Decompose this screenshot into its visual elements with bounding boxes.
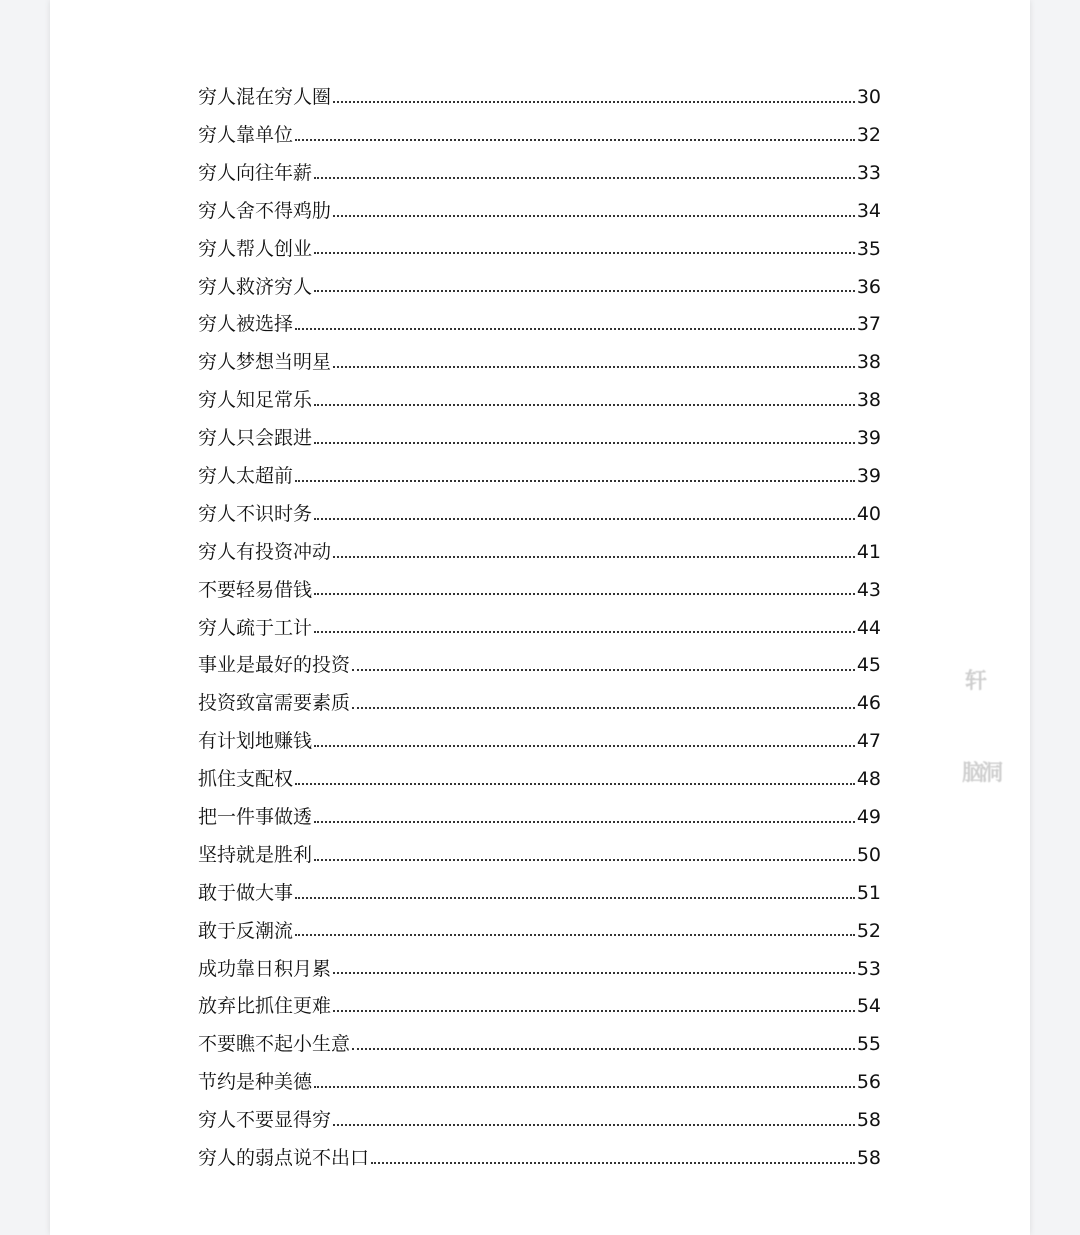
toc-entry[interactable] bbox=[198, 603, 881, 641]
toc-entry[interactable] bbox=[198, 111, 881, 149]
toc-entry[interactable] bbox=[198, 869, 881, 907]
toc-dot-leader bbox=[333, 215, 855, 217]
toc-dot-leader bbox=[314, 859, 855, 861]
toc-entry[interactable] bbox=[198, 982, 881, 1020]
toc-entry-page-number: 45 bbox=[856, 654, 881, 677]
toc-entry-title: 穷人不要显得穷 bbox=[198, 1109, 332, 1132]
toc-dot-leader bbox=[314, 177, 855, 179]
toc-entry-page-number: 43 bbox=[856, 578, 881, 601]
toc-dot-leader bbox=[314, 442, 855, 444]
toc-dot-leader bbox=[295, 783, 855, 785]
toc-entry-page-number: 54 bbox=[856, 995, 881, 1018]
toc-entry-page-number: 37 bbox=[856, 313, 881, 336]
toc-entry-page-number: 39 bbox=[856, 427, 881, 450]
toc-entry-page-number: 38 bbox=[856, 389, 881, 412]
toc-entry[interactable] bbox=[198, 414, 881, 452]
toc-entry[interactable] bbox=[198, 793, 881, 831]
toc-entry-page-number: 49 bbox=[856, 806, 881, 829]
toc-entry[interactable] bbox=[198, 1134, 881, 1172]
toc-entry[interactable] bbox=[198, 641, 881, 679]
toc-entry-title: 穷人的弱点说不出口 bbox=[198, 1147, 370, 1170]
toc-entry-page-number: 44 bbox=[856, 616, 881, 639]
toc-entry-page-number: 34 bbox=[856, 199, 881, 222]
toc-entry-title: 敢于反潮流 bbox=[198, 919, 294, 942]
toc-entry-title: 穷人被选择 bbox=[198, 313, 294, 336]
watermark-mark-top: 轩 bbox=[965, 669, 985, 694]
toc-dot-leader bbox=[352, 707, 855, 709]
toc-dot-leader bbox=[295, 934, 855, 936]
watermark-mark-bottom: 脑洞 bbox=[962, 761, 1001, 786]
toc-entry[interactable] bbox=[198, 376, 881, 414]
toc-entry-title: 穷人梦想当明星 bbox=[198, 351, 332, 374]
toc-entry-page-number: 38 bbox=[856, 351, 881, 374]
toc-entry[interactable] bbox=[198, 149, 881, 187]
toc-entry[interactable] bbox=[198, 679, 881, 717]
toc-entry-page-number: 39 bbox=[856, 465, 881, 487]
toc-entry[interactable] bbox=[198, 338, 881, 376]
toc-entry-page-number: 50 bbox=[856, 843, 881, 866]
toc-entry[interactable] bbox=[198, 1020, 881, 1058]
toc-dot-leader bbox=[333, 556, 855, 558]
toc-entry-title: 不要瞧不起小生意 bbox=[198, 1033, 351, 1056]
toc-dot-leader bbox=[314, 290, 855, 292]
toc-entry-title: 穷人帮人创业 bbox=[198, 237, 313, 260]
toc-entry-title: 放弃比抓住更难 bbox=[198, 995, 332, 1018]
toc-dot-leader bbox=[333, 972, 855, 974]
toc-entry-title: 坚持就是胜利 bbox=[198, 843, 313, 866]
toc-dot-leader bbox=[314, 821, 855, 823]
toc-entry-title: 有计划地赚钱 bbox=[198, 730, 313, 753]
toc-dot-leader bbox=[295, 897, 855, 899]
toc-entry-page-number: 52 bbox=[856, 919, 881, 942]
toc-dot-leader bbox=[295, 480, 855, 482]
toc-entry-title: 穷人救济穷人 bbox=[198, 275, 313, 298]
toc-entry-title: 穷人只会跟进 bbox=[198, 427, 313, 450]
toc-entry-page-number: 40 bbox=[856, 502, 881, 525]
toc-entry-title: 穷人太超前 bbox=[198, 465, 294, 487]
toc-entry-page-number: 36 bbox=[856, 275, 881, 298]
toc-entry-title: 敢于做大事 bbox=[198, 881, 294, 904]
table-of-contents bbox=[198, 73, 881, 1172]
toc-entry-title: 节约是种美德 bbox=[198, 1071, 313, 1094]
toc-entry[interactable] bbox=[198, 73, 881, 111]
toc-dot-leader bbox=[314, 1086, 855, 1088]
toc-entry[interactable] bbox=[198, 566, 881, 604]
toc-entry-title: 穷人有投资冲动 bbox=[198, 540, 332, 563]
toc-dot-leader bbox=[333, 1010, 855, 1012]
toc-dot-leader bbox=[371, 1162, 855, 1164]
toc-dot-leader bbox=[352, 1048, 855, 1050]
toc-entry[interactable] bbox=[198, 944, 881, 982]
toc-entry[interactable] bbox=[198, 452, 881, 490]
toc-dot-leader bbox=[295, 328, 855, 330]
toc-entry-page-number: 32 bbox=[856, 123, 881, 146]
toc-entry[interactable] bbox=[198, 225, 881, 263]
toc-entry-title: 穷人混在穷人圈 bbox=[198, 86, 332, 109]
toc-dot-leader bbox=[314, 593, 855, 595]
toc-entry-page-number: 58 bbox=[856, 1147, 881, 1170]
toc-dot-leader bbox=[333, 101, 855, 103]
toc-entry-title: 穷人向往年薪 bbox=[198, 161, 313, 184]
toc-dot-leader bbox=[295, 139, 855, 141]
toc-entry[interactable] bbox=[198, 300, 881, 338]
toc-entry-page-number: 35 bbox=[856, 237, 881, 260]
toc-dot-leader bbox=[333, 1124, 855, 1126]
toc-dot-leader bbox=[333, 366, 855, 368]
toc-entry-title: 穷人靠单位 bbox=[198, 123, 294, 146]
toc-entry-page-number: 46 bbox=[856, 692, 881, 715]
toc-entry[interactable] bbox=[198, 528, 881, 566]
toc-entry-page-number: 58 bbox=[856, 1109, 881, 1132]
toc-entry-page-number: 33 bbox=[856, 161, 881, 184]
toc-dot-leader bbox=[314, 631, 855, 633]
toc-entry[interactable] bbox=[198, 490, 881, 528]
toc-dot-leader bbox=[314, 252, 855, 254]
toc-entry-title: 成功靠日积月累 bbox=[198, 957, 332, 980]
toc-entry-title: 穷人舍不得鸡肋 bbox=[198, 199, 332, 222]
toc-entry-page-number: 30 bbox=[856, 86, 881, 109]
toc-entry-page-number: 51 bbox=[856, 881, 881, 904]
toc-entry-title: 事业是最好的投资 bbox=[198, 654, 351, 677]
toc-entry-title: 穷人疏于工计 bbox=[198, 616, 313, 639]
toc-entry-page-number: 55 bbox=[856, 1033, 881, 1056]
toc-entry-title: 不要轻易借钱 bbox=[198, 578, 313, 601]
document-page bbox=[50, 0, 1030, 1235]
toc-entry[interactable] bbox=[198, 262, 881, 300]
toc-dot-leader bbox=[314, 518, 855, 520]
toc-entry-title: 穷人知足常乐 bbox=[198, 389, 313, 412]
toc-entry-title: 投资致富需要素质 bbox=[198, 692, 351, 715]
toc-entry[interactable] bbox=[198, 1096, 881, 1134]
toc-entry-page-number: 48 bbox=[856, 768, 881, 791]
toc-entry-page-number: 47 bbox=[856, 730, 881, 753]
toc-entry-page-number: 56 bbox=[856, 1071, 881, 1094]
toc-entry-title: 抓住支配权 bbox=[198, 768, 294, 791]
toc-dot-leader bbox=[314, 404, 855, 406]
toc-entry-title: 穷人不识时务 bbox=[198, 502, 313, 525]
toc-entry[interactable] bbox=[198, 831, 881, 869]
toc-entry[interactable] bbox=[198, 187, 881, 225]
toc-entry-title: 把一件事做透 bbox=[198, 806, 313, 829]
toc-entry[interactable] bbox=[198, 717, 881, 755]
toc-dot-leader bbox=[352, 669, 855, 671]
toc-entry[interactable] bbox=[198, 907, 881, 945]
toc-entry-page-number: 53 bbox=[856, 957, 881, 980]
toc-entry[interactable] bbox=[198, 755, 881, 793]
toc-entry[interactable] bbox=[198, 1058, 881, 1096]
toc-dot-leader bbox=[314, 745, 855, 747]
toc-entry-page-number: 41 bbox=[856, 540, 881, 563]
